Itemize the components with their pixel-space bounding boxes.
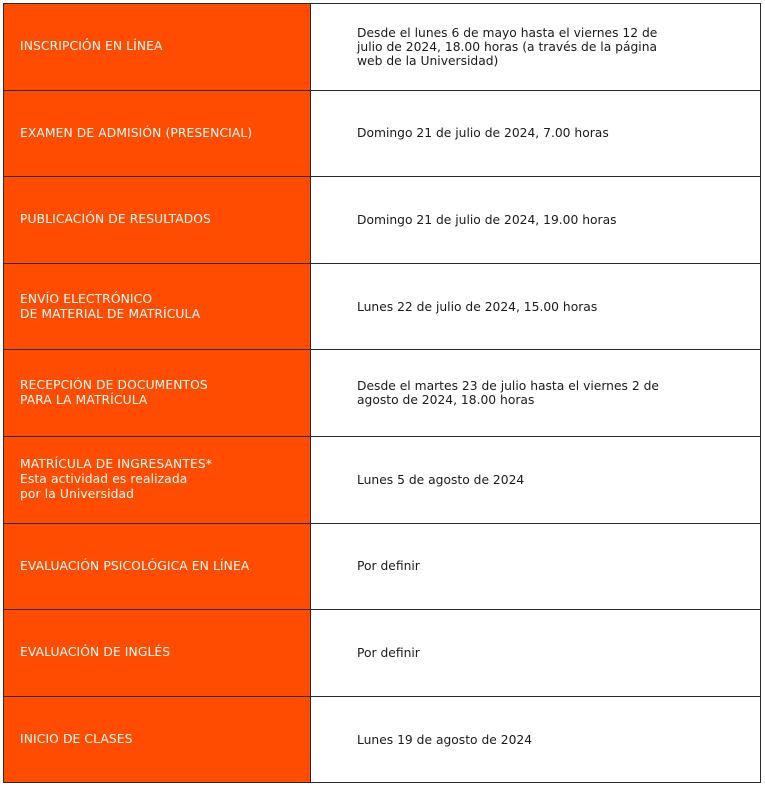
row-label-cell <box>4 4 311 91</box>
row-value-cell <box>311 436 761 523</box>
row-value: Por definir <box>357 645 420 660</box>
row-value: Domingo 21 de julio de 2024, 19.00 horas <box>357 212 617 227</box>
row-value: Lunes 5 de agosto de 2024 <box>357 472 525 487</box>
schedule-row-psicologica <box>4 523 761 610</box>
schedule-row-ingles <box>4 610 761 697</box>
row-value-cell <box>311 610 761 697</box>
row-value: Domingo 21 de julio de 2024, 7.00 horas <box>357 126 609 141</box>
row-value: Desde el martes 23 de julio hasta el viernes 2 de agosto de 2024, 18.00 horas <box>357 379 659 408</box>
row-value-cell <box>311 263 761 350</box>
row-label: RECEPCIÓN DE DOCUMENTOS PARA LA MATRÍCULA <box>20 378 208 408</box>
schedule-row-examen <box>4 90 761 177</box>
row-label-cell <box>4 177 311 264</box>
schedule-row-recepcion <box>4 350 761 437</box>
row-label-cell <box>4 90 311 177</box>
row-label: PUBLICACIÓN DE RESULTADOS <box>20 212 211 227</box>
row-label: MATRÍCULA DE INGRESANTES* <box>20 457 212 472</box>
row-label: INICIO DE CLASES <box>20 732 133 747</box>
row-value-cell <box>311 177 761 264</box>
row-note: Esta actividad es realizada por la Universidad <box>20 472 188 502</box>
schedule-row-envio <box>4 263 761 350</box>
schedule-row-clases <box>4 696 761 783</box>
row-label-cell <box>4 350 311 437</box>
row-label: EVALUACIÓN PSICOLÓGICA EN LÍNEA <box>20 558 250 573</box>
row-label: ENVÍO ELECTRÓNICO DE MATERIAL DE MATRÍCULA <box>20 291 201 321</box>
row-label-cell <box>4 696 311 783</box>
row-value-cell <box>311 350 761 437</box>
schedule-row-inscripcion <box>4 4 761 91</box>
row-value: Por definir <box>357 559 420 574</box>
row-value-cell <box>311 4 761 91</box>
row-value-cell <box>311 523 761 610</box>
row-label-cell <box>4 263 311 350</box>
row-label-cell <box>4 436 311 523</box>
row-label: INSCRIPCIÓN EN LÍNEA <box>20 39 163 54</box>
schedule-row-resultados <box>4 177 761 264</box>
row-label: EVALUACIÓN DE INGLÉS <box>20 645 171 660</box>
row-value-cell <box>311 696 761 783</box>
row-label-cell <box>4 610 311 697</box>
admission-schedule-table <box>3 3 761 783</box>
row-value: Lunes 22 de julio de 2024, 15.00 horas <box>357 299 598 314</box>
schedule-row-matricula <box>4 436 761 523</box>
row-value: Lunes 19 de agosto de 2024 <box>357 732 533 747</box>
row-value: Desde el lunes 6 de mayo hasta el viernes 12 de julio de 2024, 18.00 horas (a través de la página web de la Universidad) <box>357 25 658 68</box>
row-value-cell <box>311 90 761 177</box>
row-label: EXAMEN DE ADMISIÓN (PRESENCIAL) <box>20 125 253 140</box>
row-label-cell <box>4 523 311 610</box>
